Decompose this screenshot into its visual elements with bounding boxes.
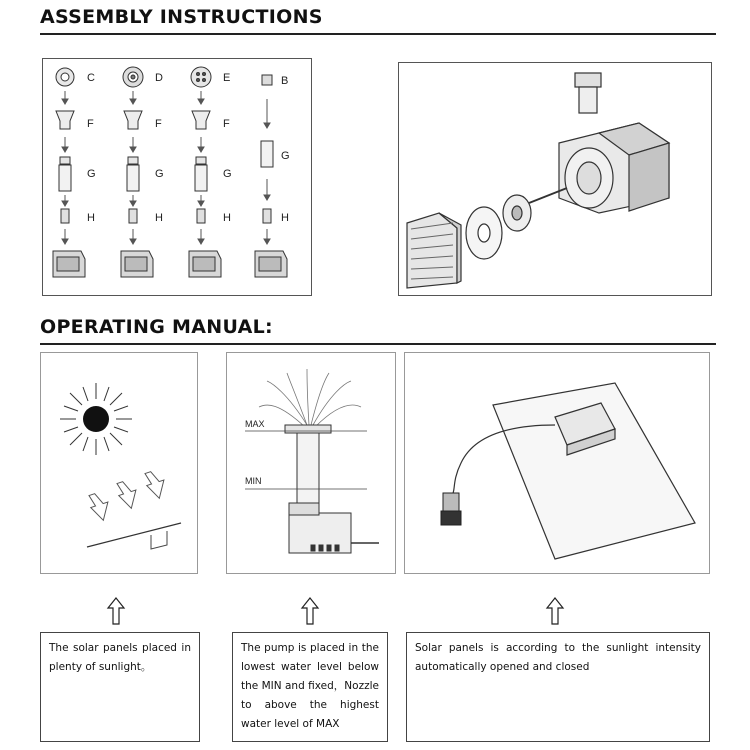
exploded-pump-diagram: [398, 62, 712, 296]
assembly-heading: ASSEMBLY INSTRUCTIONS: [40, 6, 323, 28]
sunlight-diagram: [40, 352, 198, 574]
label-b: B: [281, 75, 289, 87]
sunlight-svg: [41, 353, 197, 573]
assembly-heading-rule: [40, 33, 716, 35]
note-sunlight: The solar panels placed in plenty of sunlight。: [40, 632, 200, 742]
pump-level-svg: [227, 353, 395, 573]
assembly-parts-diagram: [42, 58, 312, 296]
solar-panel-diagram: [404, 352, 710, 574]
label-h-3: H: [223, 212, 231, 224]
label-h-2: H: [155, 212, 163, 224]
note-pump-level: The pump is placed in the lowest water level below the MIN and fixed，Nozzle to above the highest water level of MAX: [232, 632, 388, 742]
operating-heading-rule: [40, 343, 716, 345]
label-e: E: [223, 72, 231, 84]
label-h-1: H: [87, 212, 95, 224]
column-c: [53, 68, 85, 277]
sun-icon: [83, 406, 109, 432]
up-arrow-icon: [545, 596, 565, 631]
parts-diagram-svg: [43, 59, 311, 295]
pump-level-diagram: [226, 352, 396, 574]
label-f-2: F: [155, 118, 162, 130]
sunlight-arrows: [87, 469, 169, 523]
min-label: MIN: [245, 476, 262, 486]
up-arrow-icon: [300, 596, 320, 631]
panel-stand: [151, 531, 167, 549]
solar-panel-svg: [405, 353, 709, 573]
note-auto-switch: Solar panels is according to the sunlight intensity automatically opened and closed: [406, 632, 710, 742]
label-h-4: H: [281, 212, 289, 224]
operating-heading: OPERATING MANUAL:: [40, 316, 273, 338]
label-d: D: [155, 72, 163, 84]
exploded-pump-svg: [399, 63, 711, 295]
label-c: C: [87, 72, 95, 84]
column-d: [121, 67, 153, 277]
label-g-3: G: [223, 168, 232, 180]
label-g-1: G: [87, 168, 96, 180]
water-spray-lines: [259, 369, 361, 427]
label-f-3: F: [223, 118, 230, 130]
label-g-4: G: [281, 150, 290, 162]
up-arrow-icon: [106, 596, 126, 631]
label-f-1: F: [87, 118, 94, 130]
label-g-2: G: [155, 168, 164, 180]
column-e: [189, 67, 221, 277]
cable-connector: [441, 493, 461, 525]
max-label: MAX: [245, 419, 265, 429]
column-b: [255, 75, 287, 277]
